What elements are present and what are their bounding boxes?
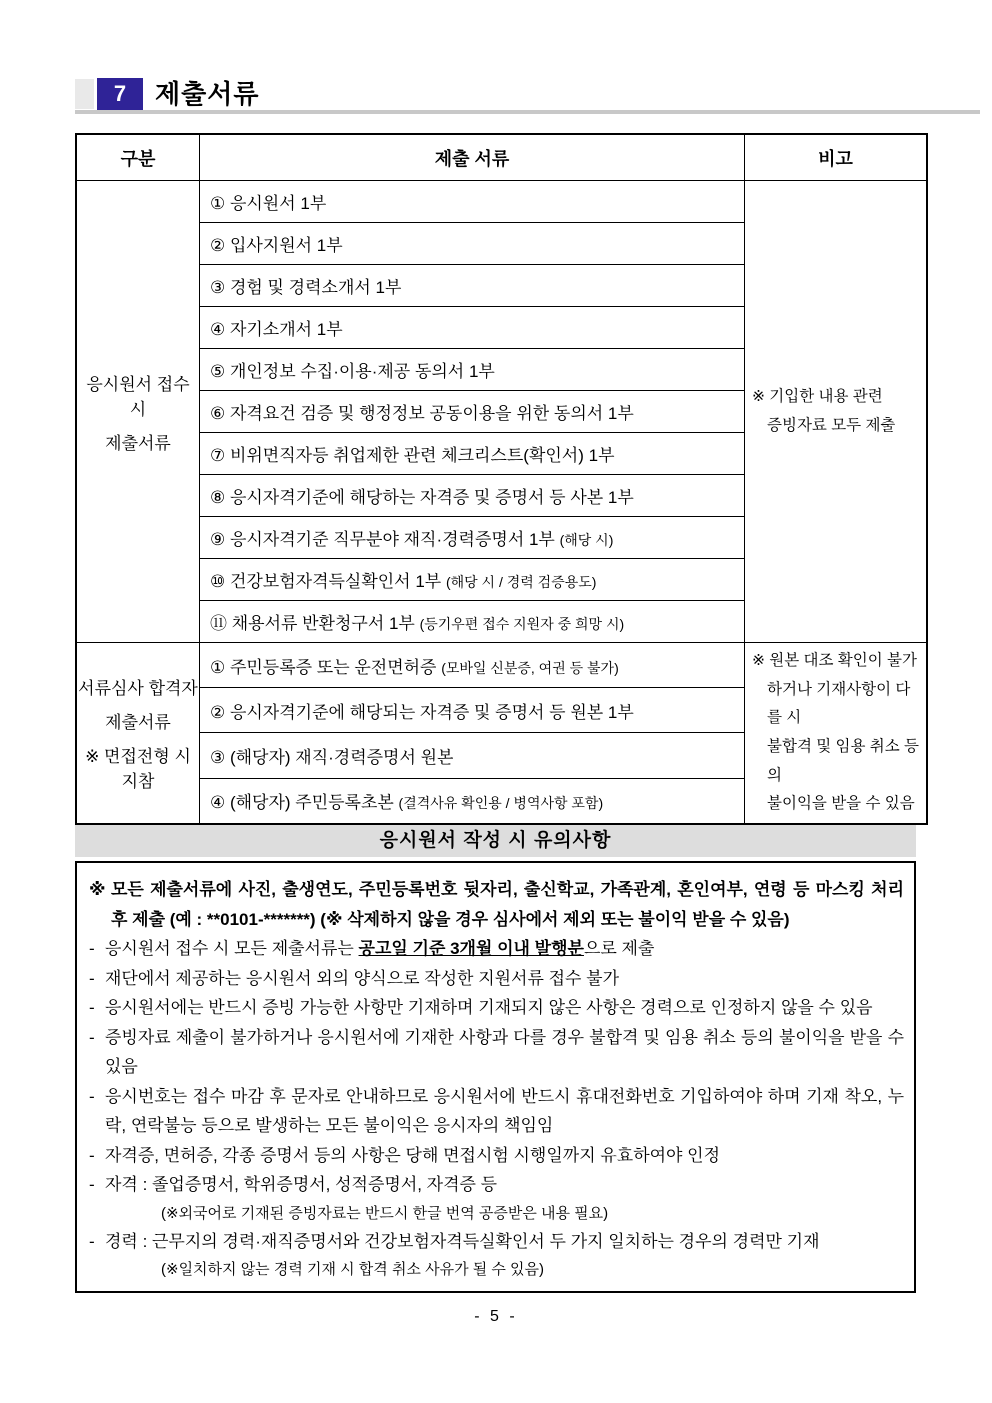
document-item-note: (등기우편 접수 지원자 중 희망 시)	[419, 616, 625, 632]
document-item-text: ③ 경험 및 경력소개서 1부	[210, 278, 402, 297]
notice-sub-note: (※일치하지 않는 경력 기재 시 합격 취소 사유가 될 수 있음)	[161, 1261, 545, 1278]
notice-text-segment: 증빙자료 제출이 불가하거나 응시원서에 기재한 사항과 다를 경우 불합격 및 임용 취소 등의 불이익을 받을 수 있음	[105, 1027, 904, 1076]
table-header-row	[76, 134, 927, 181]
remark-line: 증빙자료 모두 제출	[767, 416, 896, 434]
document-item-cell	[200, 475, 745, 517]
notice-text-segment: 공고일 기준 3개월 이내 발행분	[358, 939, 584, 958]
document-item-text: ③ (해당자) 재직·경력증명서 원본	[210, 748, 454, 768]
document-item-cell	[200, 517, 745, 559]
notice-item	[89, 1082, 904, 1141]
section-header	[75, 78, 982, 112]
notice-bullet: -	[89, 1086, 95, 1106]
notice-bullet: -	[89, 968, 95, 988]
notice-text-segment: 응시원서에는 반드시 증빙 가능한 사항만 기재하며 기재되지 않은 사항은 경력으로 인정하지 않을 수 있음	[105, 998, 873, 1017]
notice-text-segment: 자격 : 졸업증명서, 학위증명서, 성적증명서, 자격증 등	[105, 1175, 498, 1194]
notice-box	[75, 861, 916, 1293]
documents-table	[75, 133, 928, 825]
document-item-cell	[200, 688, 745, 733]
remark-line: 불합격 및 임용 취소 등의	[767, 738, 919, 784]
document-item-text: ① 응시원서 1부	[210, 194, 327, 213]
document-item-text: ⑤ 개인정보 수집·이용·제공 동의서 1부	[210, 362, 495, 381]
notice-item	[89, 1141, 904, 1171]
notice-bullet: -	[89, 1175, 95, 1194]
category-cell	[76, 643, 200, 825]
column-header-category: 구분	[76, 134, 200, 181]
notice-title-bar: 응시원서 작성 시 유의사항	[75, 825, 916, 857]
category-line: 서류심사 합격자	[78, 679, 198, 699]
notice-item	[89, 1227, 904, 1257]
document-item-text: ① 주민등록증 또는 운전면허증	[210, 657, 442, 677]
notice-item-text	[105, 1227, 904, 1257]
decorative-gray-square	[75, 79, 94, 109]
notice-text-segment: 자격증, 면허증, 각종 증명서 등의 사항은 당해 면접시험 시행일까지 유효하여야 인정	[105, 1145, 721, 1165]
notice-bullet: -	[89, 998, 95, 1017]
notice-text-segment: 재단에서 제공하는 응시원서 외의 양식으로 작성한 지원서류 접수 불가	[105, 968, 620, 988]
notice-bullet: -	[89, 939, 95, 958]
notice-item-text	[105, 964, 904, 994]
notice-item	[89, 1170, 904, 1200]
document-item-cell	[200, 223, 745, 265]
section-number-badge: 7	[97, 78, 143, 110]
remark-line: 불이익을 받을 수 있음	[767, 795, 915, 813]
document-item-cell	[200, 391, 745, 433]
remark-line: ※ 원본 대조 확인이 불가	[752, 652, 917, 669]
column-header-remarks: 비고	[745, 134, 928, 181]
document-item-cell	[200, 733, 745, 778]
document-item-cell	[200, 307, 745, 349]
document-item-note: (해당 시 / 경력 검증용도)	[445, 574, 597, 590]
notice-item-text	[111, 875, 904, 934]
document-item-cell	[200, 181, 745, 223]
category-line: ※ 면접전형 시 지참	[85, 747, 191, 792]
notice-bullet: -	[89, 1145, 95, 1165]
document-item-text: ⑪ 채용서류 반환청구서 1부	[210, 614, 420, 633]
remark-cell	[745, 643, 928, 825]
notice-text-segment: 응시원서 접수 시 모든 제출서류는	[105, 939, 359, 958]
notice-sub-note: (※외국어로 기재된 증빙자료는 반드시 한글 번역 공증받은 내용 필요)	[161, 1204, 609, 1222]
category-cell	[76, 181, 200, 643]
notice-item-text	[105, 1082, 904, 1141]
document-item-cell	[200, 643, 745, 688]
document-item-text: ⑧ 응시자격기준에 해당하는 자격증 및 증명서 등 사본 1부	[210, 488, 634, 507]
section-title: 제출서류	[155, 79, 260, 109]
remark-line: ※ 기입한 내용 관련	[752, 387, 883, 405]
notice-item	[89, 964, 904, 994]
column-header-documents: 제출 서류	[200, 134, 745, 181]
notice-text-segment: 으로 제출	[583, 939, 655, 958]
document-item-text: ⑥ 자격요건 검증 및 행정정보 공동이용을 위한 동의서 1부	[210, 404, 634, 423]
document-item-note: (결격사유 확인용 / 병역사항 포함)	[398, 795, 604, 812]
notice-text-segment: 모든 제출서류에 사진, 출생연도, 주민등록번호 뒷자리, 출신학교, 가족관계, 혼인여부, 연령 등 마스킹 처리 후 제출 (예 : **0101-*******) (※ 삭제하지 않을 경우 심사에서 제외 또는 불이익 받을 수 있음)	[111, 880, 904, 929]
document-item-cell	[200, 433, 745, 475]
notice-item-text	[105, 934, 904, 964]
document-item-cell	[200, 778, 745, 824]
notice-item	[89, 1023, 904, 1082]
notice-item-text	[105, 1023, 904, 1082]
notice-text-segment: 경력 : 근무지의 경력·재직증명서와 건강보험자격득실확인서 두 가지 일치하는 경우의 경력만 기재	[105, 1231, 820, 1251]
category-line: 제출서류	[105, 433, 171, 453]
notice-text-segment: 응시번호는 접수 마감 후 문자로 안내하므로 응시원서에 반드시 휴대전화번호 기입하여야 하며 기재 착오, 누락, 연락불능 등으로 발생하는 모든 불이익은 응시자의 책임임	[105, 1086, 904, 1135]
document-item-text: ② 입사지원서 1부	[210, 236, 343, 255]
table-row	[76, 643, 927, 688]
document-item-cell	[200, 349, 745, 391]
document-item-text: ④ 자기소개서 1부	[210, 320, 343, 339]
table-row	[76, 181, 927, 223]
document-item-text: ② 응시자격기준에 해당되는 자격증 및 증명서 등 원본 1부	[210, 702, 634, 722]
remark-cell	[745, 181, 928, 643]
document-item-note: (모바일 신분증, 여권 등 불가)	[441, 659, 619, 676]
notice-item-text	[105, 1141, 904, 1171]
category-line: 제출서류	[105, 713, 171, 733]
notice-item	[89, 934, 904, 964]
document-item-text: ⑨ 응시자격기준 직무분야 재직·경력증명서 1부	[210, 530, 560, 549]
page-number: - 5 -	[474, 1308, 518, 1325]
document-item-cell	[200, 265, 745, 307]
remark-line: 하거나 기재사항이 다를 시	[767, 680, 911, 727]
category-line: 응시원서 접수 시	[86, 374, 190, 419]
notice-bullet: ※	[89, 880, 106, 899]
notice-item-text	[105, 993, 904, 1023]
document-item-text: ⑩ 건강보험자격득실확인서 1부	[210, 572, 446, 591]
notice-bullet: -	[89, 1027, 95, 1047]
section-underline	[75, 110, 980, 114]
notice-bullet: -	[89, 1231, 95, 1251]
document-item-note: (해당 시)	[559, 532, 614, 548]
documents-table-body	[76, 181, 927, 825]
notice-item	[89, 875, 904, 934]
document-item-cell	[200, 559, 745, 601]
document-item-text: ④ (해당자) 주민등록초본	[210, 793, 399, 813]
notice-item	[89, 993, 904, 1023]
document-item-text: ⑦ 비위면직자등 취업제한 관련 체크리스트(확인서) 1부	[210, 446, 615, 465]
document-item-cell	[200, 601, 745, 643]
notice-item-text	[105, 1170, 904, 1200]
